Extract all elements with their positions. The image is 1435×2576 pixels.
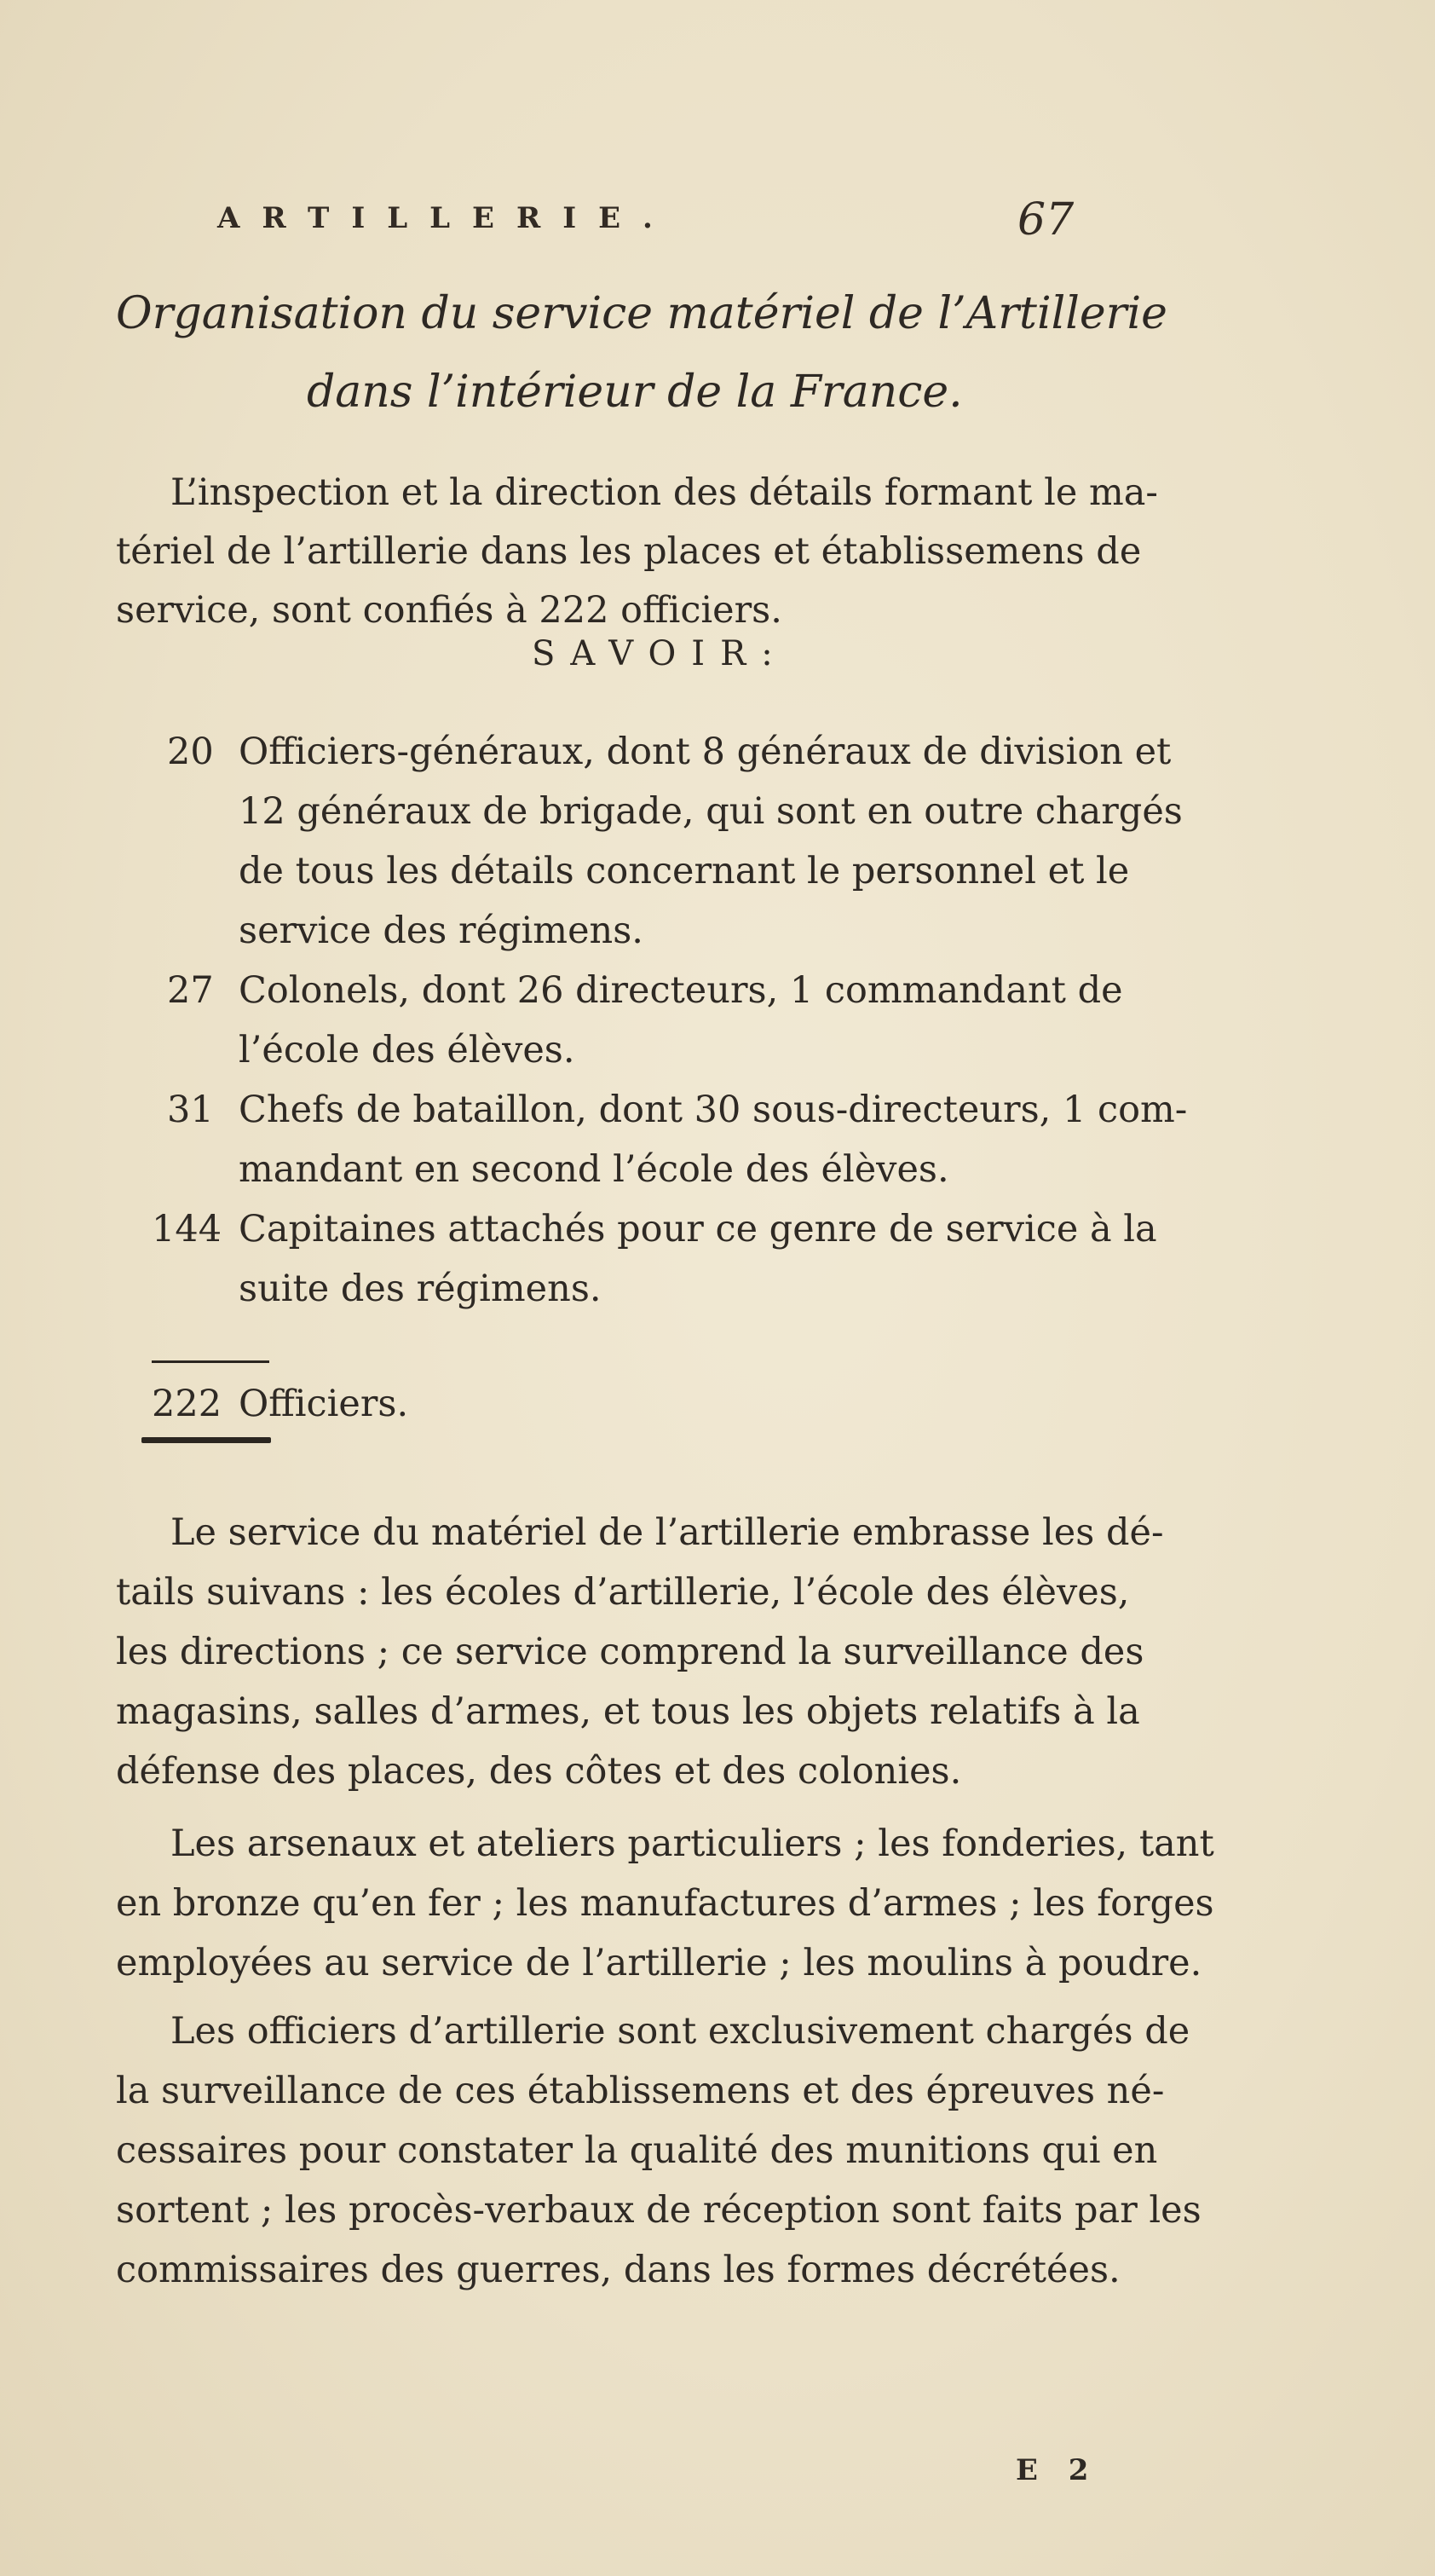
list-item-captains-line-1: Capitaines attachés pour ce genre de service à la [239,1208,1157,1250]
paragraph-3-line-1: Les officiers d’artillerie sont exclusivement chargés de [170,2010,1190,2053]
section-title-line-1: Organisation du service matériel de l’Artillerie [116,288,1167,339]
paragraph-3-line-5: commissaires des guerres, dans les formes décrétées. [116,2249,1121,2291]
paragraph-1-line-3: les directions ; ce service comprend la surveillance des [116,1631,1144,1673]
paragraph-2-line-2: en bronze qu’en fer ; les manufactures d’armes ; les forges [116,1882,1214,1925]
paragraph-1-line-1: Le service du matériel de l’artillerie embrasse les dé- [170,1511,1164,1554]
list-item-captains-line-2: suite des régimens. [239,1268,602,1310]
paragraph-2-line-1: Les arsenaux et ateliers particuliers ; les fonderies, tant [170,1822,1214,1865]
list-item-battalion-chiefs-line-1: Chefs de bataillon, dont 30 sous-directeurs, 1 com- [239,1089,1188,1131]
paragraph-1-line-2: tails suivans : les écoles d’artillerie, l’école des élèves, [116,1571,1130,1614]
list-item-generals-line-3: de tous les détails concernant le personnel et le [239,850,1130,892]
intro-line-1: L’inspection et la direction des détails formant le ma- [170,471,1158,514]
sum-rule [152,1360,269,1363]
paragraph-3-line-4: sortent ; les procès-verbaux de réception sont faits par les [116,2189,1202,2232]
savoir-heading: SAVOIR: [532,634,788,673]
paragraph-1-line-5: défense des places, des côtes et des colonies. [116,1750,962,1793]
paragraph-3-line-2: la surveillance de ces établissemens et des épreuves né- [116,2070,1165,2112]
total-label: Officiers. [239,1383,409,1425]
list-item-generals-line-4: service des régimens. [239,910,643,952]
list-count-generals: 20 [167,731,214,773]
section-title-line-2: dans l’intérieur de la France. [307,367,963,418]
page-number: 67 [1017,194,1075,245]
list-item-generals-line-1: Officiers-généraux, dont 8 généraux de division et [239,731,1172,773]
intro-line-2: tériel de l’artillerie dans les places et établissemens de [116,530,1142,573]
total-count: 222 [152,1383,222,1425]
signature-mark: E 2 [1016,2453,1099,2487]
list-count-battalion-chiefs: 31 [167,1089,214,1131]
running-head: ARTILLERIE. [217,201,675,235]
paragraph-1-line-4: magasins, salles d’armes, et tous les objets relatifs à la [116,1690,1140,1733]
list-item-generals-line-2: 12 généraux de brigade, qui sont en outre chargés [239,790,1183,833]
list-count-captains: 144 [152,1208,222,1250]
paragraph-2-line-3: employées au service de l’artillerie ; les moulins à poudre. [116,1942,1202,1984]
list-item-colonels-line-2: l’école des élèves. [239,1029,575,1071]
list-item-battalion-chiefs-line-2: mandant en second l’école des élèves. [239,1148,949,1191]
list-count-colonels: 27 [167,969,214,1012]
paragraph-3-line-3: cessaires pour constater la qualité des munitions qui en [116,2129,1158,2172]
section-divider [141,1437,271,1443]
list-item-colonels-line-1: Colonels, dont 26 directeurs, 1 commandant de [239,969,1123,1012]
intro-line-3: service, sont confiés à 222 officiers. [116,589,782,632]
